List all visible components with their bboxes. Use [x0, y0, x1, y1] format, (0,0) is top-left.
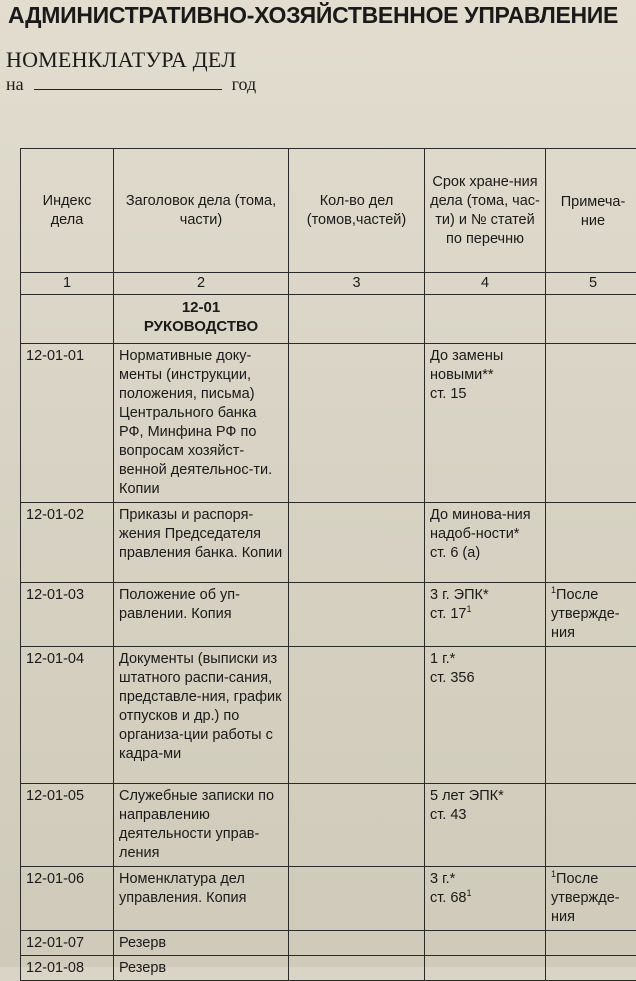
- case-count: [289, 647, 425, 784]
- case-note: [546, 344, 636, 503]
- case-title: Нормативные доку-менты (инструкции, положения, письма) Центрального банка РФ, Минфина РФ по вопросам хозяйст-венной деятельнос-ти. Копии: [114, 344, 289, 503]
- retention-term: [425, 784, 546, 867]
- column-header: Индекс дела: [21, 149, 114, 273]
- footnote-mark: 1: [466, 604, 471, 614]
- case-note: $^1$После утвержде-ния: [546, 583, 636, 647]
- article-text: ст. 356: [430, 669, 540, 688]
- article-text: ст. $17^1$: [430, 605, 540, 624]
- case-index: 12-01-04: [21, 647, 114, 784]
- table-row: [21, 344, 636, 503]
- retention-term: [425, 647, 546, 784]
- case-index: 12-01-05: [21, 784, 114, 867]
- column-header: Кол-во дел (томов,частей): [289, 149, 425, 273]
- section-index-cell: [21, 295, 114, 344]
- table-row: [21, 647, 636, 784]
- case-note: [546, 647, 636, 784]
- case-index: 12-01-03: [21, 583, 114, 647]
- case-title: Резерв: [114, 956, 289, 981]
- retention-term: [425, 503, 546, 583]
- table-row: [21, 931, 636, 956]
- column-number: 1: [21, 273, 114, 295]
- term-text: 1 г.*: [430, 650, 540, 669]
- section-code: 12-01: [119, 298, 283, 317]
- case-index: 12-01-08: [21, 956, 114, 981]
- table-row: [21, 867, 636, 931]
- case-count: [289, 503, 425, 583]
- case-title: Документы (выписки из штатного распи-сания, представле-ния, график отпусков и др.) по организа-ции работы с кадра-ми: [114, 647, 289, 784]
- table-row: [21, 503, 636, 583]
- article-text: ст. 6 (а): [430, 544, 540, 563]
- year-line: [6, 74, 256, 95]
- department-title: АДМИНИСТРАТИВНО-ХОЗЯЙСТВЕННОЕ УПРАВЛЕНИЕ: [8, 2, 618, 29]
- nomenclature-table: [20, 148, 636, 981]
- case-count: [289, 583, 425, 647]
- on-label: на: [6, 74, 24, 94]
- case-note: [546, 503, 636, 583]
- term-text: 5 лет ЭПК*: [430, 787, 540, 806]
- case-title: Положение об уп-равлении. Копия: [114, 583, 289, 647]
- column-number-row: [21, 273, 636, 295]
- column-number: 3: [289, 273, 425, 295]
- column-header: Примеча-ние: [546, 149, 636, 273]
- case-title: Номенклатура дел управления. Копия: [114, 867, 289, 931]
- column-number: 5: [546, 273, 636, 295]
- section-name: РУКОВОДСТВО: [119, 317, 283, 336]
- footnote-mark: 1: [551, 869, 556, 879]
- case-title: Резерв: [114, 931, 289, 956]
- year-label: год: [232, 74, 257, 94]
- case-index: 12-01-02: [21, 503, 114, 583]
- retention-term: [425, 867, 546, 931]
- case-count: [289, 784, 425, 867]
- column-number: 2: [114, 273, 289, 295]
- case-title: Приказы и распоря-жения Председателя правления банка. Копии: [114, 503, 289, 583]
- footnote-mark: 1: [551, 585, 556, 595]
- case-note: [546, 784, 636, 867]
- case-index: 12-01-07: [21, 931, 114, 956]
- case-note: $^1$После утвержде-ния: [546, 867, 636, 931]
- term-text: До минова-ния надоб-ности*: [430, 506, 540, 544]
- section-row: [21, 295, 636, 344]
- term-text: 3 г. ЭПК*: [430, 586, 540, 605]
- table-row: [21, 956, 636, 981]
- article-text: ст. $68^1$: [430, 889, 540, 908]
- table-row: [21, 583, 636, 647]
- case-index: 12-01-01: [21, 344, 114, 503]
- case-title: Служебные записки по направлению деятельности управ-ления: [114, 784, 289, 867]
- nomenclature-title: НОМЕНКЛАТУРА ДЕЛ: [6, 47, 236, 73]
- case-index: 12-01-06: [21, 867, 114, 931]
- year-blank-field: [34, 88, 222, 90]
- table-row: [21, 784, 636, 867]
- case-count: [289, 867, 425, 931]
- retention-term: [425, 583, 546, 647]
- term-text: До замены новыми**: [430, 347, 540, 385]
- article-text: ст. 15: [430, 385, 540, 404]
- column-number: 4: [425, 273, 546, 295]
- column-header: Заголовок дела (тома, части): [114, 149, 289, 273]
- column-header: Срок хране-ния дела (тома, час-ти) и № статей по перечню: [425, 149, 546, 273]
- footnote-mark: 1: [466, 888, 471, 898]
- article-text: ст. 43: [430, 806, 540, 825]
- retention-term: [425, 344, 546, 503]
- case-count: [289, 344, 425, 503]
- header-row: [21, 149, 636, 273]
- term-text: 3 г.*: [430, 870, 540, 889]
- section-heading: [114, 295, 289, 344]
